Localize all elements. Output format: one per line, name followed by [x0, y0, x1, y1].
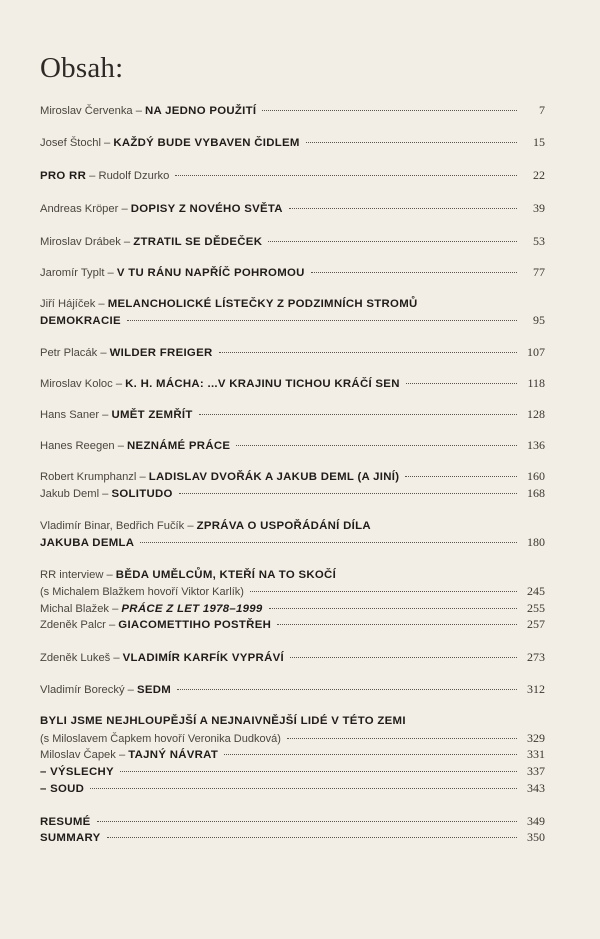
toc-entry[interactable] — [40, 649, 545, 666]
entry-author: Petr Placák – — [40, 347, 107, 359]
entry-author: Jakub Deml – — [40, 488, 109, 500]
toc-entry[interactable] — [40, 406, 545, 423]
toc-entry[interactable] — [40, 681, 545, 698]
entry-page: 39 — [533, 201, 545, 215]
entry-title: MELANCHOLICKÉ LÍSTEČKY Z PODZIMNÍCH STROMŮ — [107, 298, 418, 310]
entry-page: 180 — [527, 535, 545, 549]
entry-page: 257 — [527, 617, 545, 631]
toc-entry[interactable] — [40, 200, 545, 217]
entry-page: 22 — [533, 168, 545, 182]
toc-entry[interactable] — [40, 468, 545, 485]
toc-entry[interactable] — [40, 167, 545, 184]
entry-title: – SOUD — [40, 783, 85, 795]
entry-title: SUMMARY — [40, 832, 101, 844]
entry-title: PRÁCE Z LET 1978–1999 — [121, 603, 263, 615]
entry-page: 136 — [527, 438, 545, 452]
entry-title-cont: JAKUBA DEMLA — [40, 537, 135, 549]
entry-title: WILDER FREIGER — [109, 347, 213, 359]
leader-dots — [406, 383, 517, 384]
toc-entry[interactable] — [40, 813, 545, 830]
toc-entry[interactable] — [40, 102, 545, 119]
toc-entry[interactable] — [40, 295, 545, 312]
entry-author: Vladimír Borecký – — [40, 684, 134, 696]
entry-page: 53 — [533, 234, 545, 248]
leader-dots — [306, 142, 517, 143]
entry-title: BYLI JSME NEJHLOUPĚJŠÍ A NEJNAIVNĚJŠÍ LIDÉ V TÉTO ZEMI — [40, 715, 406, 727]
entry-page: 331 — [527, 747, 545, 761]
entry-author: – Rudolf Dzurko — [89, 170, 170, 182]
leader-dots — [177, 689, 517, 690]
leader-dots — [140, 542, 517, 543]
leader-dots — [127, 320, 517, 321]
entry-page: 343 — [527, 781, 545, 795]
toc-entry[interactable] — [40, 375, 545, 392]
toc-entry[interactable] — [40, 485, 545, 502]
entry-subtitle: (s Michalem Blažkem hovoří Viktor Karlík) — [40, 586, 244, 598]
entry-page: 329 — [527, 731, 545, 745]
entry-page: 107 — [527, 345, 545, 359]
entry-title: SOLITUDO — [111, 488, 173, 500]
leader-dots — [311, 272, 517, 273]
entry-title: UMĚT ZEMŘÍT — [111, 409, 193, 421]
leader-dots — [199, 414, 517, 415]
entry-page: 160 — [527, 469, 545, 483]
entry-title: GIACOMETTIHO POSTŘEH — [118, 619, 272, 631]
page-title: Obsah: — [40, 52, 124, 84]
toc-entry[interactable] — [40, 780, 545, 797]
entry-title: SEDM — [136, 684, 172, 696]
toc-entry-continued[interactable] — [40, 312, 545, 329]
entry-title-cont: DEMOKRACIE — [40, 315, 121, 327]
entry-page: 95 — [533, 313, 545, 327]
leader-dots — [236, 445, 517, 446]
entry-author: Josef Štochl – — [40, 137, 111, 149]
leader-dots — [97, 821, 517, 822]
entry-author: Jiří Hájíček – — [40, 298, 105, 310]
leader-dots — [405, 476, 517, 477]
entry-page: 128 — [527, 407, 545, 421]
entry-title: DOPISY Z NOVÉHO SVĚTA — [130, 203, 283, 215]
leader-dots — [107, 837, 517, 838]
toc-entry[interactable] — [40, 264, 545, 281]
entry-author: Miroslav Koloc – — [40, 378, 123, 390]
entry-page: 312 — [527, 682, 545, 696]
entry-page: 77 — [533, 265, 545, 279]
toc-entry[interactable] — [40, 437, 545, 454]
leader-dots — [287, 738, 517, 739]
entry-title: RESUMÉ — [40, 816, 91, 828]
toc-entry-continued[interactable] — [40, 730, 545, 747]
toc-entry[interactable] — [40, 829, 545, 846]
toc-entry[interactable] — [40, 134, 545, 151]
entry-title: NEZNÁMÉ PRÁCE — [127, 440, 231, 452]
entry-page: 7 — [539, 103, 545, 117]
toc-entry[interactable] — [40, 600, 545, 617]
leader-dots — [290, 657, 517, 658]
toc-entry[interactable] — [40, 517, 545, 534]
leader-dots — [250, 591, 517, 592]
entry-title: VLADIMÍR KARFÍK VYPRÁVÍ — [122, 652, 284, 664]
entry-author: Zdeněk Lukeš – — [40, 652, 120, 664]
toc-entry-continued[interactable] — [40, 583, 545, 600]
entry-page: 168 — [527, 486, 545, 500]
entry-author: Jaromír Typlt – — [40, 267, 114, 279]
entry-page: 255 — [527, 601, 545, 615]
toc-entry[interactable] — [40, 713, 545, 729]
leader-dots — [90, 788, 517, 789]
toc-entry[interactable] — [40, 746, 545, 763]
leader-dots — [179, 493, 517, 494]
entry-author: Miloslav Čapek – — [40, 749, 126, 761]
entry-author: RR interview – — [40, 569, 113, 581]
entry-author: Zdeněk Palcr – — [40, 619, 116, 631]
entry-author: Robert Krumphanzl – — [40, 471, 146, 483]
entry-title: – VÝSLECHY — [40, 766, 114, 778]
leader-dots — [224, 754, 517, 755]
toc-entry[interactable] — [40, 616, 545, 633]
entry-title: TAJNÝ NÁVRAT — [128, 749, 219, 761]
toc-entry[interactable] — [40, 566, 545, 583]
entry-author: Hanes Reegen – — [40, 440, 124, 452]
entry-title: LADISLAV DVOŘÁK A JAKUB DEML (A JINÍ) — [148, 471, 400, 483]
entry-title: BĚDA UMĚLCŮM, KTEŘÍ NA TO SKOČÍ — [115, 569, 337, 581]
entry-title: V TU RÁNU NAPŘÍČ POHROMOU — [116, 267, 305, 279]
entry-title: NA JEDNO POUŽITÍ — [145, 105, 257, 117]
leader-dots — [269, 608, 517, 609]
entry-page: 15 — [533, 135, 545, 149]
entry-page: 273 — [527, 650, 545, 664]
entry-title: PRO RR — [40, 170, 87, 182]
leader-dots — [268, 241, 517, 242]
entry-author: Hans Saner – — [40, 409, 109, 421]
leader-dots — [120, 771, 517, 772]
entry-author: Miroslav Drábek – — [40, 236, 131, 248]
entry-title: ZPRÁVA O USPOŘÁDÁNÍ DÍLA — [196, 520, 371, 532]
entry-author: Andreas Kröper – — [40, 203, 128, 215]
entry-subtitle: (s Miloslavem Čapkem hovoří Veronika Dudková) — [40, 733, 281, 745]
entry-author: Miroslav Červenka – — [40, 105, 142, 117]
leader-dots — [277, 624, 517, 625]
toc-entry[interactable] — [40, 233, 545, 250]
entry-author: Michal Blažek – — [40, 603, 119, 615]
leader-dots — [219, 352, 517, 353]
leader-dots — [175, 175, 517, 176]
leader-dots — [262, 110, 517, 111]
entry-page: 349 — [527, 814, 545, 828]
entry-page: 337 — [527, 764, 545, 778]
entry-title: K. H. MÁCHA: ...V KRAJINU TICHOU KRÁČÍ SEN — [125, 378, 400, 390]
toc-entry[interactable] — [40, 763, 545, 780]
leader-dots — [289, 208, 517, 209]
entry-page: 118 — [527, 376, 545, 390]
entry-author: Vladimír Binar, Bedřich Fučík – — [40, 520, 194, 532]
entry-title: ZTRATIL SE DĚDEČEK — [133, 236, 263, 248]
entry-page: 350 — [527, 830, 545, 844]
toc-entry-continued[interactable] — [40, 534, 545, 551]
entry-title: KAŽDÝ BUDE VYBAVEN ČIDLEM — [113, 137, 300, 149]
entry-page: 245 — [527, 584, 545, 598]
toc-entry[interactable] — [40, 344, 545, 361]
